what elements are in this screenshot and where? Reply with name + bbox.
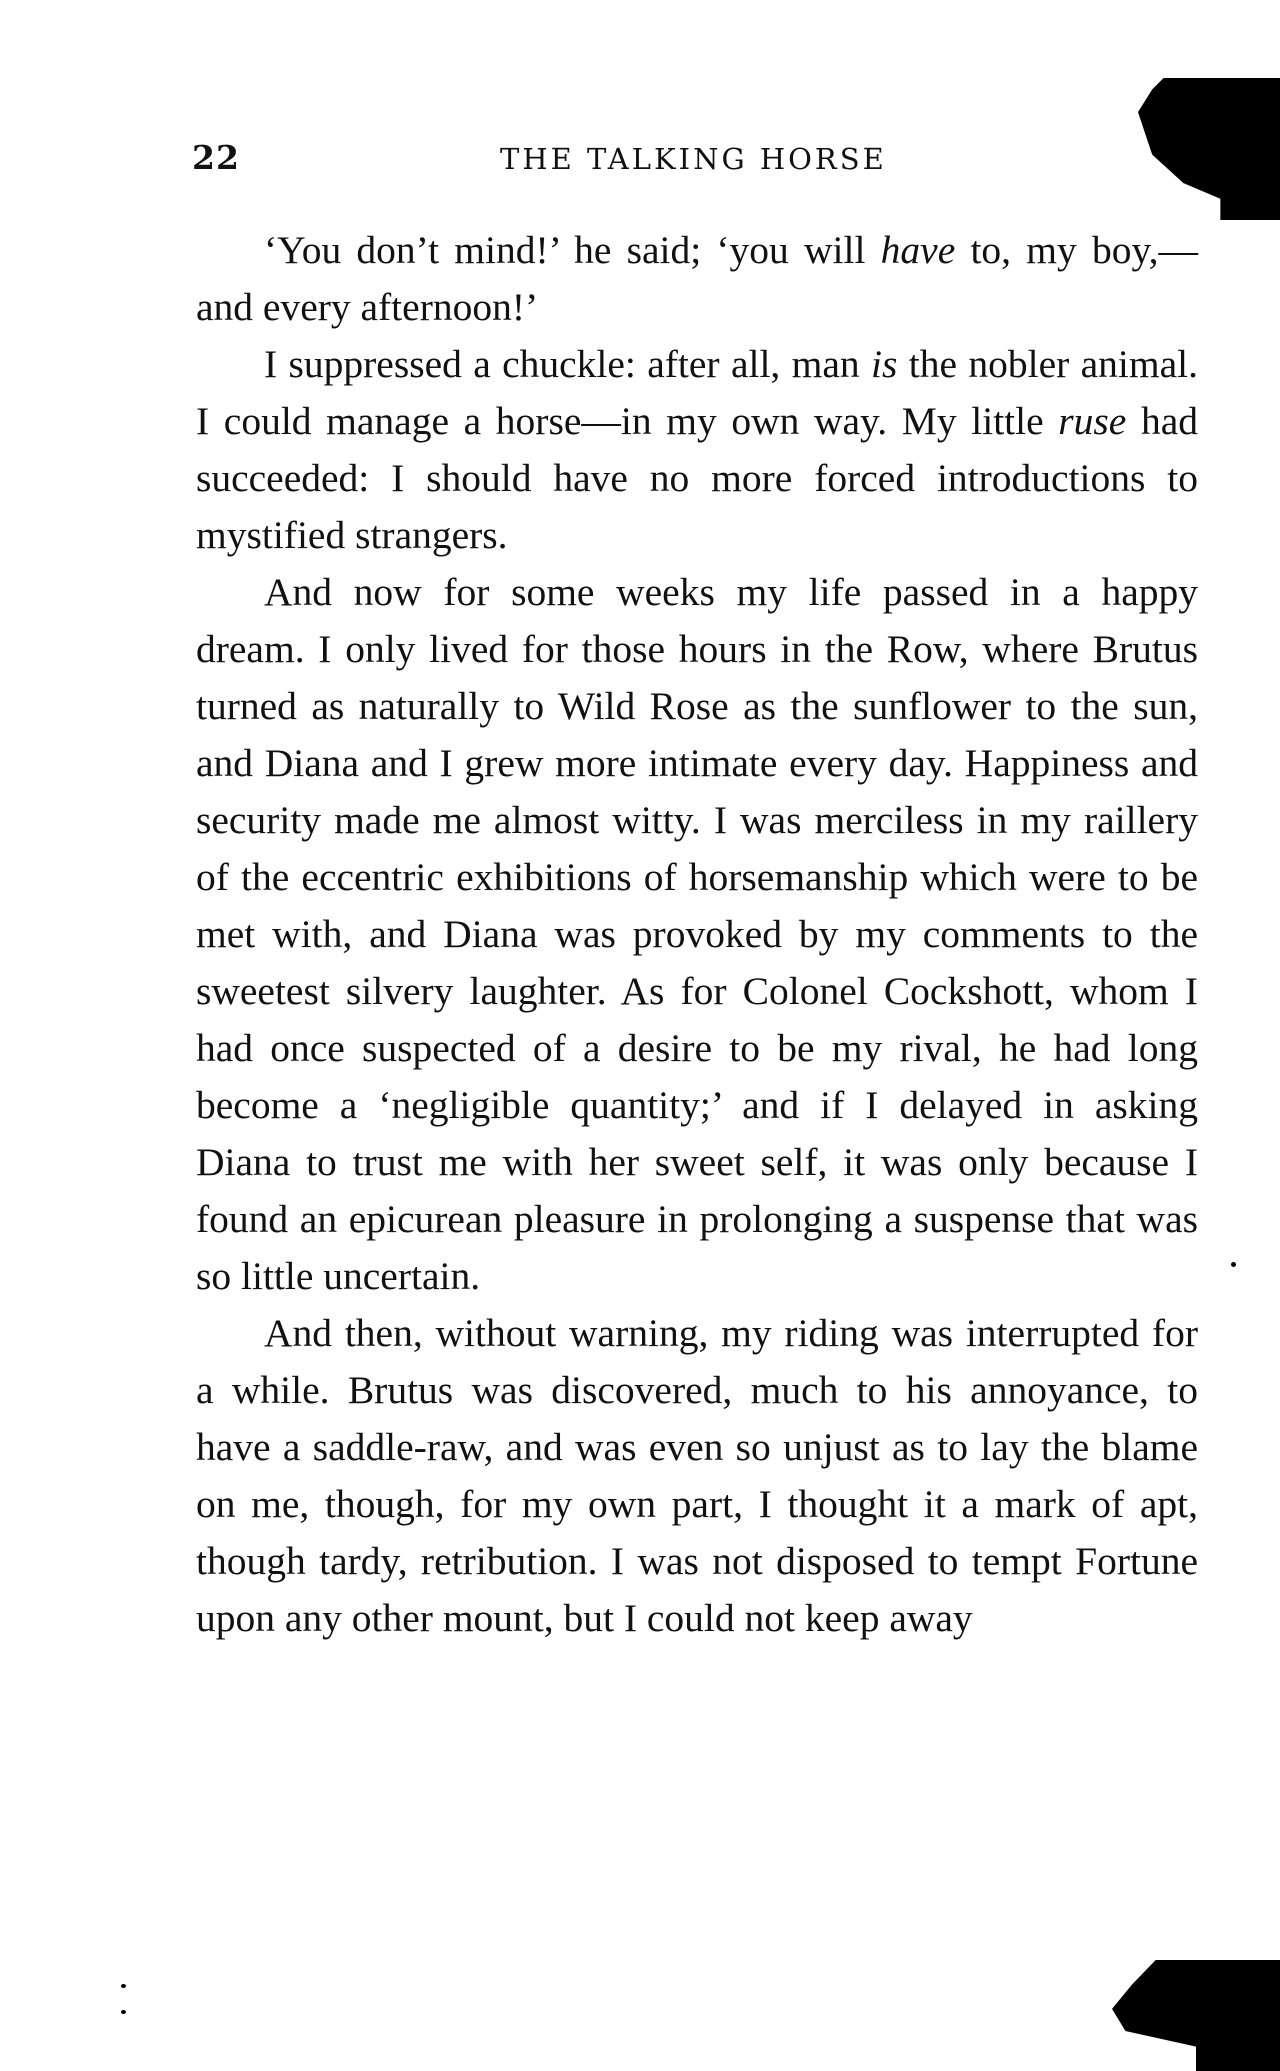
paragraph-3: And now for some weeks my life passed in a happy dream. I only lived for those hours in the Row, where Brutus turned as naturally to Wild Rose as the sunflower to the sun, and Diana and I grew more intimate every day. Happiness and security made me almost witty. I was merciless in my raillery of the eccentric exhibitions of horsemanship which were to be met with, and Diana was provoked by my comments to the sweetest silvery laughter. As for Colonel Cockshott, whom I had once suspected of a desire to be my rival, he had long become a ‘negligible quantity;’ and if I delayed in asking Diana to trust me with her sweet self, it was only because I found an epicurean pleasure in prolonging a suspense that was so little uncertain.: [196, 570, 1198, 1298]
page-header: [192, 138, 1197, 178]
paragraph-4: And then, without warning, my riding was interrupted for a while. Brutus was discovered, much to his annoyance, to have a saddle-raw, and was even so unjust as to lay the blame on me, though, for my own part, I thought it a mark of apt, though tardy, retribution. I was not disposed to tempt Fortune upon any other mount, but I could not keep away: [196, 1311, 1198, 1640]
running-head: THE TALKING HORSE: [500, 142, 887, 176]
paragraph-2-text-b: the nobler animal. I could manage a horse—in my own way. My little: [196, 342, 1198, 443]
body-text: [196, 222, 1198, 1647]
paragraph-2-text-c: had succeeded: I should have no more forced introductions to mystified strangers.: [196, 399, 1198, 557]
paragraph-1: [196, 222, 1198, 336]
paragraph-1-italic-have: have: [880, 228, 956, 272]
paragraph-2-text-a: I suppressed a chuckle: after all, man: [264, 342, 872, 386]
paragraph-1-text-b: to, my boy,—and every afternoon!’: [196, 228, 1199, 329]
paragraph-2: [196, 336, 1198, 564]
paragraph-2-italic-is: is: [871, 342, 898, 386]
paragraph-2-italic-ruse: ruse: [1058, 399, 1127, 443]
scan-speck: [1231, 1262, 1236, 1267]
scan-blot-bottom: [1112, 1960, 1280, 2071]
paragraph-1-text-a: ‘You don’t mind!’ he said; ‘you will: [264, 228, 881, 272]
page-number: 22: [192, 138, 240, 177]
scan-blot-top: [1138, 78, 1280, 220]
scan-speck: [121, 2010, 126, 2014]
scan-speck: [121, 1984, 126, 1988]
